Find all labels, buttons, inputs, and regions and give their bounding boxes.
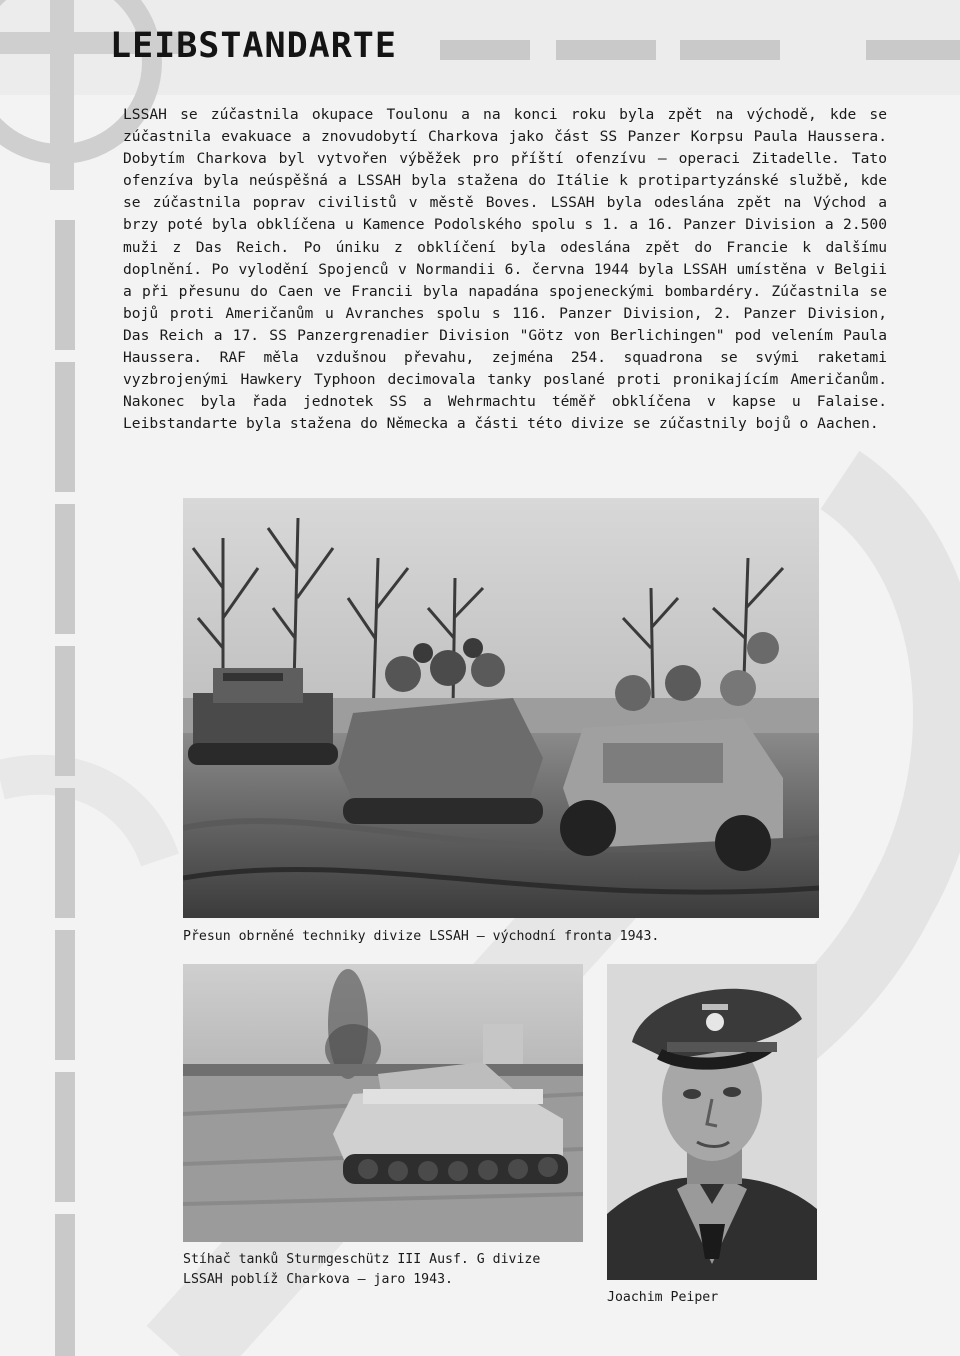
page-title: LEIBSTANDARTE [110, 26, 397, 66]
caption-joachim-peiper: Joachim Peiper [607, 1290, 719, 1305]
photo-armored-convoy [183, 498, 819, 918]
caption-sturmgeschutz: Stíhač tanků Sturmgeschütz III Ausf. G divize LSSAH poblíž Charkova – jaro 1943. [183, 1252, 541, 1287]
photo-sturmgeschutz [183, 964, 583, 1242]
photo-joachim-peiper [607, 964, 817, 1280]
article-body: LSSAH se zúčastnila okupace Toulonu a na konci roku byla zpět na východě, kde se zúčastnila evakuace a znovudobytí Charkova jako část SS Panzer Korpsu Paula Haussera. Dobytím Charkova byl vytvořen výběžek pro příští ofenzívu – operaci Zitadelle. Tato ofenzíva byla neúspěšná a LSSAH byla stažena do Itálie k protipartyzánské službě, kde se zúčastnila poprav civilistů v městě Boves. LSSAH byla odeslána zpět na Východ a brzy poté byla obklíčena u Kamence Podolského spolu s 1. a 16. Panzer Division a 2.500 muži z Das Reich. Po úniku z obklíčení byla odeslána zpět do Francie k dalšímu doplnění. Po vylodění Spojenců v Normandii 6. června 1944 byla LSSAH umístěna v Belgii a při přesunu do Caen ve Francii byla napadána spojeneckými bombardéry. Zúčastnila se bojů proti Američanům u Avranches spolu s 116. Panzer Division, 2. Panzer Division, Das Reich a 17. SS Panzergrenadier Division "Götz von Berlichingen" pod velením Paula Haussera. RAF měla vzdušnou převahu, zejména 254. squadrona se svými raketami vyzbrojenými Hawkery Typhoon decimovala tanky poslané proti pronikajícím Američanům. Nakonec byla řada jednotek SS a Wehrmachtu téměř obklíčena v kapse u Falaise. Leibstandarte byla stažena do Německa a části této divize se zúčastnily bojů o Aachen. [123, 106, 887, 433]
caption-armored-convoy: Přesun obrněné techniky divize LSSAH – východní fronta 1943. [183, 929, 660, 944]
